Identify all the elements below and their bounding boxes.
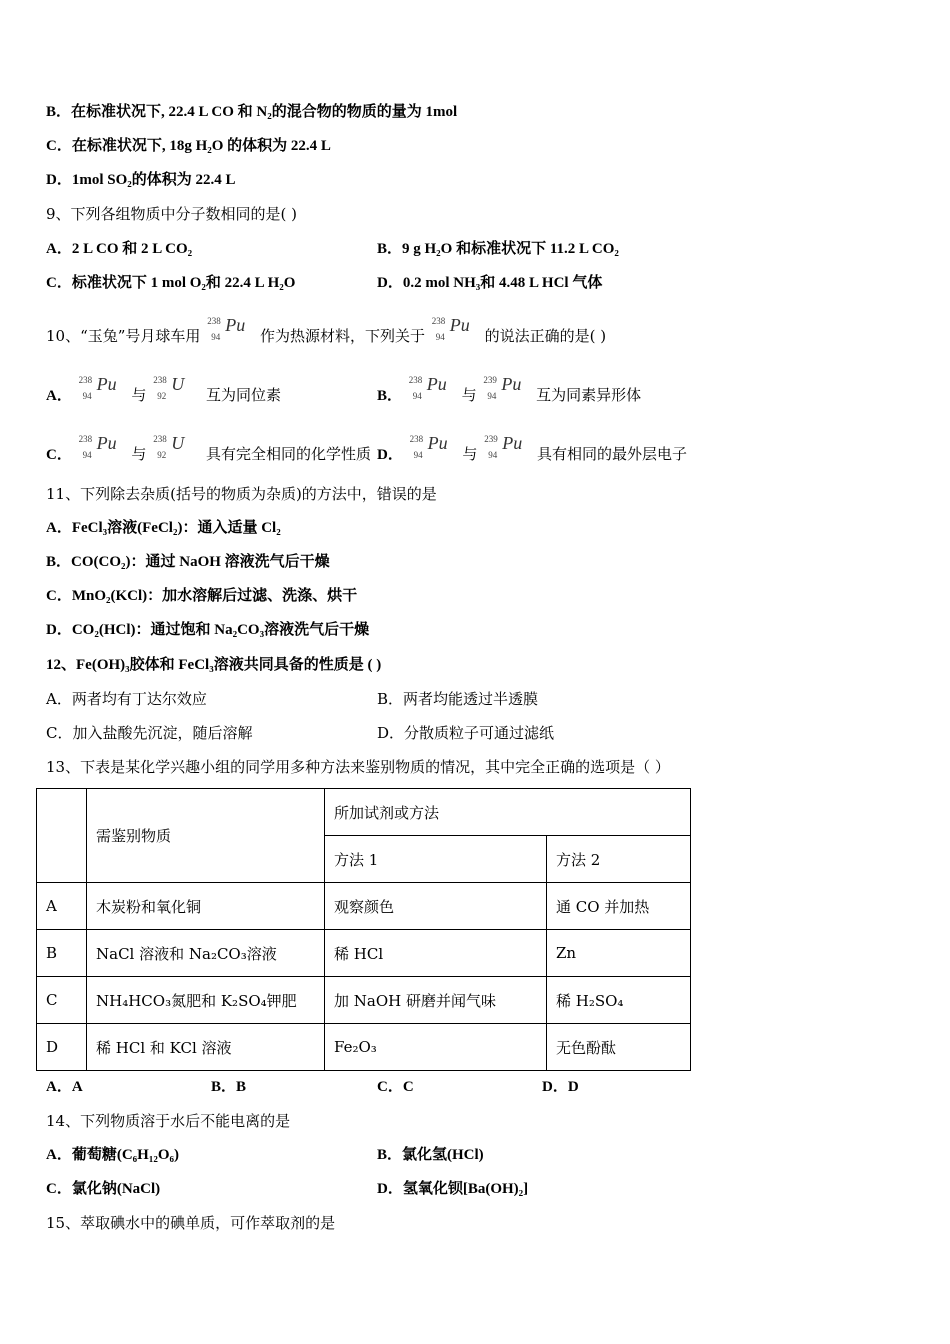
nuclide-pu238: 238 94 Pu	[78, 433, 117, 460]
q11-option-d: D．CO₂(HCl)：通过饱和 Na₂CO₃溶液洗气后干燥	[46, 622, 370, 638]
q14-option-a: A．葡萄糖(C₆H₁₂O₆)	[46, 1147, 179, 1163]
row-method-1: 稀 HCl	[325, 930, 547, 977]
row-label: B	[37, 930, 87, 977]
nuclide-u238: 238 92 U	[153, 433, 185, 460]
header-substance: 需鉴别物质	[87, 789, 325, 883]
header-method-2: 方法 2	[547, 836, 691, 883]
q11-stem: 11、下列除去杂质(括号的物质为杂质)的方法中，错误的是	[46, 485, 437, 503]
q14-option-d: D．氢氧化钡[Ba(OH)₂]	[377, 1181, 529, 1197]
q9-option-c: C．标准状况下 1 mol O₂和 22.4 L H₂O	[46, 275, 296, 291]
q8-option-b: B．在标准状况下, 22.4 L CO 和 N₂的混合物的物质的量为 1mol	[46, 104, 458, 120]
nuclide-u238: 238 92 U	[153, 374, 185, 401]
q10-stem-part-2: 作为热源材料，下列关于	[260, 327, 426, 345]
row-label: C	[37, 977, 87, 1024]
row-substance: NaCl 溶液和 Na₂CO₃溶液	[87, 930, 325, 977]
q15-stem: 15、萃取碘水中的碘单质，可作萃取剂的是	[46, 1214, 336, 1232]
nuclide-pu238: 238 94 Pu	[409, 433, 448, 460]
q14-option-c: C．氯化钠(NaCl)	[46, 1181, 161, 1197]
q12-option-d: D．分散质粒子可通过滤纸	[377, 724, 555, 742]
row-method-2: 通 CO 并加热	[547, 883, 691, 930]
q10-option-b: B． 238 94 Pu 与 239 94 Pu 互为同素异形体	[377, 374, 642, 404]
row-label: A	[37, 883, 87, 930]
q12-stem: 12、Fe(OH)₃胶体和 FeCl₃溶液共同具备的性质是 ( )	[46, 657, 382, 673]
nuclide-pu238: 238 94 Pu	[431, 315, 470, 342]
q12-option-a: A．两者均有丁达尔效应	[46, 690, 207, 708]
table-row	[37, 930, 691, 977]
nuclide-pu238: 238 94 Pu	[207, 315, 246, 342]
table-row	[37, 1024, 691, 1071]
nuclide-pu239: 239 94 Pu	[483, 374, 522, 401]
q9-option-a: A．2 L CO 和 2 L CO₂	[46, 241, 193, 257]
q10-stem-part-3: 的说法正确的是( )	[484, 327, 607, 345]
nuclide-pu238: 238 94 Pu	[78, 374, 117, 401]
row-method-2: 无色酚酞	[547, 1024, 691, 1071]
q10-option-a: A． 238 94 Pu 与 238 92 U 互为同位素	[46, 374, 281, 404]
q8-option-d: D．1mol SO₂的体积为 22.4 L	[46, 172, 236, 188]
q8-option-c: C．在标准状况下, 18g H₂O 的体积为 22.4 L	[46, 138, 331, 154]
q13-option-c: C．C	[377, 1079, 414, 1095]
row-substance: NH₄HCO₃氮肥和 K₂SO₄钾肥	[87, 977, 325, 1024]
q11-option-c: C．MnO₂(KCl)：加水溶解后过滤、洗涤、烘干	[46, 588, 358, 604]
q9-option-d: D．0.2 mol NH₃和 4.48 L HCl 气体	[377, 275, 603, 291]
q12-option-b: B．两者均能透过半透膜	[377, 690, 539, 708]
q10-stem	[46, 315, 607, 346]
nuclide-pu238: 238 94 Pu	[408, 374, 447, 401]
nuclide-pu239: 239 94 Pu	[484, 433, 523, 460]
row-method-2: Zn	[547, 930, 691, 977]
q9-stem: 9、下列各组物质中分子数相同的是( )	[46, 205, 298, 223]
q12-option-c: C．加入盐酸先沉淀，随后溶解	[46, 724, 253, 742]
q10-stem-part-1: 10、“玉兔”号月球车用	[46, 327, 201, 345]
q10-option-c: C． 238 94 Pu 与 238 92 U 具有完全相同的化学性质	[46, 433, 371, 463]
q11-option-a: A．FeCl₃溶液(FeCl₂)：通入适量 Cl₂	[46, 520, 281, 536]
row-substance: 木炭粉和氧化铜	[87, 883, 325, 930]
q13-option-d: D．D	[542, 1079, 579, 1095]
q13-option-a: A．A	[46, 1079, 83, 1095]
q14-option-b: B．氯化氢(HCl)	[377, 1147, 484, 1163]
header-reagent: 所加试剂或方法	[325, 789, 691, 836]
table-corner-cell	[37, 789, 87, 883]
table-row	[37, 977, 691, 1024]
table-row	[37, 883, 691, 930]
q13-stem: 13、下表是某化学兴趣小组的同学用多种方法来鉴别物质的情况，其中完全正确的选项是（ ）	[46, 758, 670, 776]
row-method-1: Fe₂O₃	[325, 1024, 547, 1071]
header-method-1: 方法 1	[325, 836, 547, 883]
q9-option-b: B．9 g H₂O 和标准状况下 11.2 L CO₂	[377, 241, 619, 257]
row-method-2: 稀 H₂SO₄	[547, 977, 691, 1024]
q14-stem: 14、下列物质溶于水后不能电离的是	[46, 1112, 291, 1130]
row-method-1: 加 NaOH 研磨并闻气味	[325, 977, 547, 1024]
row-label: D	[37, 1024, 87, 1071]
q10-option-d: D． 238 94 Pu 与 239 94 Pu 具有相同的最外层电子	[377, 433, 687, 463]
q13-option-b: B．B	[211, 1079, 247, 1095]
row-method-1: 观察颜色	[325, 883, 547, 930]
row-substance: 稀 HCl 和 KCl 溶液	[87, 1024, 325, 1071]
q11-option-b: B．CO(CO₂)：通过 NaOH 溶液洗气后干燥	[46, 554, 330, 570]
identification-table	[36, 788, 691, 1071]
